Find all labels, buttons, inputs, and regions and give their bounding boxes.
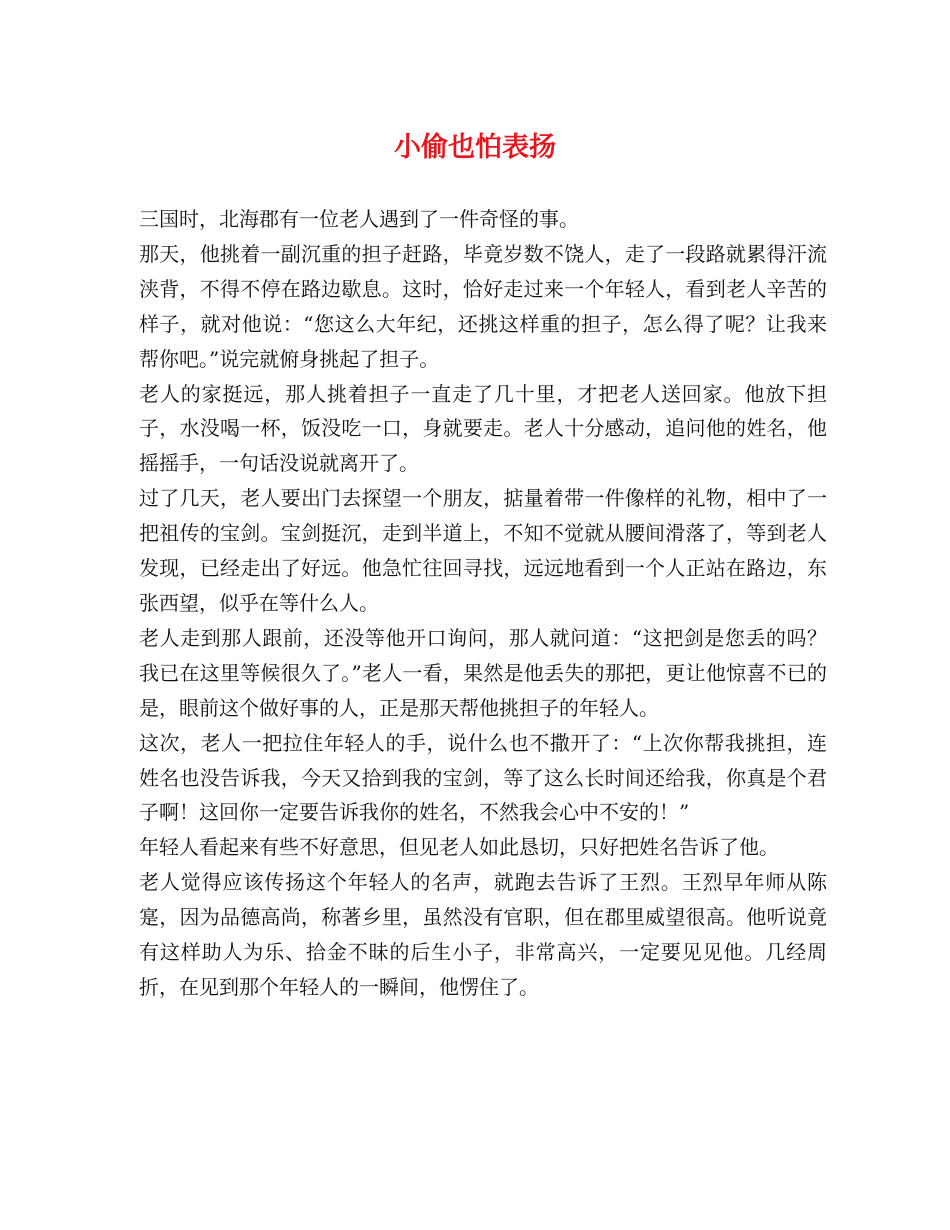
paragraph: 老人走到那人跟前，还没等他开口询问，那人就问道：“这把剑是您丢的吗？我已在这里等候很久了。”老人一看，果然是他丢失的那把，更让他惊喜不已的是，眼前这个做好事的人，正是那天帮他挑担子的年轻人。 [139, 625, 827, 720]
article-body [139, 202, 827, 1005]
page-title: 小偷也怕表扬 [394, 132, 556, 163]
paragraph: 这次，老人一把拉住年轻人的手，说什么也不撒开了：“上次你帮我挑担，连姓名也没告诉我，今天又拾到我的宝剑，等了这么长时间还给我，你真是个君子啊！这回你一定要告诉我你的姓名，不然我会心中不安的！” [139, 730, 827, 825]
paragraph: 三国时，北海郡有一位老人遇到了一件奇怪的事。 [139, 207, 579, 231]
paragraph: 过了几天，老人要出门去探望一个朋友，掂量着带一件像样的礼物，相中了一把祖传的宝剑。宝剑挺沉，走到半道上，不知不觉就从腰间滑落了，等到老人发现，已经走出了好远。他急忙往回寻找，远远地看到一个人正站在路边，东张西望，似乎在等什么人。 [139, 486, 827, 615]
paragraph: 老人的家挺远，那人挑着担子一直走了几十里，才把老人送回家。他放下担子，水没喝一杯，饭没吃一口，身就要走。老人十分感动，追问他的姓名，他摇摇手，一句话没说就离开了。 [139, 381, 827, 476]
paragraph: 那天，他挑着一副沉重的担子赶路，毕竟岁数不饶人，走了一段路就累得汗流浃背，不得不停在路边歇息。这时，恰好走过来一个年轻人，看到老人辛苦的样子，就对他说：“您这么大年纪，还挑这样重的担子，怎么得了呢？让我来帮你吧。”说完就俯身挑起了担子。 [139, 241, 827, 371]
paragraph: 年轻人看起来有些不好意思，但见老人如此恳切，只好把姓名告诉了他。 [139, 835, 779, 860]
paragraph: 老人觉得应该传扬这个年轻人的名声，就跑去告诉了王烈。王烈早年师从陈寔，因为品德高尚，称著乡里，虽然没有官职，但在郡里威望很高。他听说竟有这样助人为乐、拾金不昧的后生小子，非常高兴，一定要见见他。几经周折，在见到那个年轻人的一瞬间，他愣住了。 [139, 870, 827, 999]
